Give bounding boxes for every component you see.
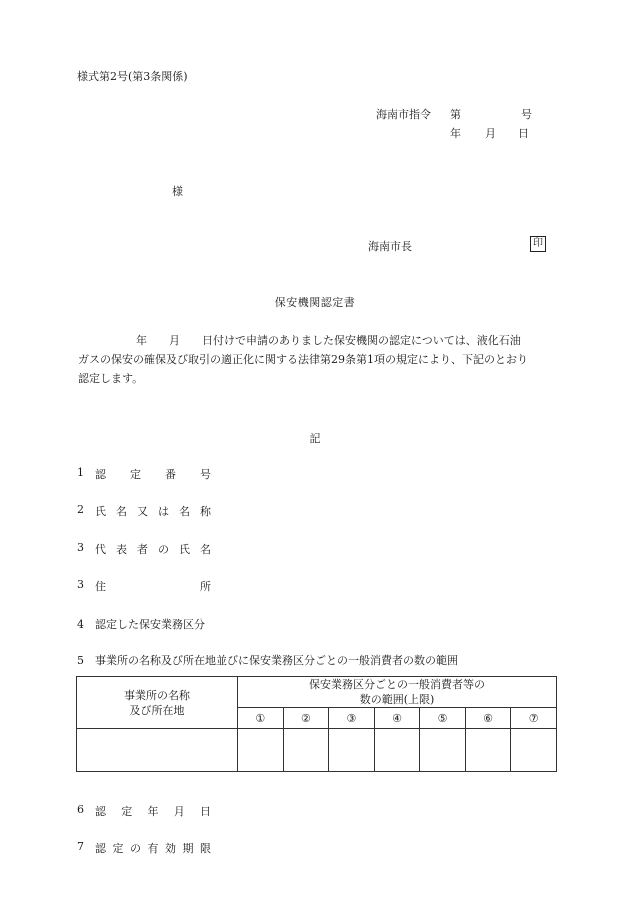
mayor-title: 海南市長 [368,240,412,253]
range-header-line1: 保安業務区分ごとの一般消費者等の [309,678,486,691]
item-cert-date [77,803,211,819]
item-label: 事業所の名称及び所在地並びに保安業務区分ごとの一般消費者の数の範囲 [95,654,458,667]
item-security-category [77,616,205,632]
item-label: 認定した保安業務区分 [95,618,205,631]
item-number: 3 [77,578,84,591]
item-name [77,503,211,519]
body-line3: 認定します。 [78,372,144,385]
item-number: 6 [77,803,84,816]
range-cell [283,729,329,772]
body-line1: 日付けで申請のありました保安機関の認定については、液化石油 [202,334,521,347]
date-year: 年 [450,127,461,140]
range-header-line2: 数の範囲(上限) [359,693,435,706]
seal-stamp-icon: 印 [530,236,546,252]
item-address [77,578,211,594]
item-label: 代表者の氏名 [95,543,211,556]
directive-issuer: 海南市指令 [376,108,431,121]
column-header: ② [283,708,329,729]
body-paragraph [78,331,560,388]
ki-heading: 記 [309,432,321,445]
body-month: 月 [169,334,180,347]
item-office-range [77,652,458,668]
form-number: 様式第2号(第3条関係) [77,70,188,83]
item-cert-number [77,466,211,482]
item-number: 4 [77,618,84,631]
item-label: 認定番号 [95,468,211,481]
item-representative [77,541,211,557]
directive-dai: 第 [450,108,461,121]
item-label: 認定の有効期限 [95,842,211,855]
item-label: 住所 [95,580,211,593]
column-header: ⑥ [465,708,511,729]
consumer-range-table [76,676,557,772]
range-cell [374,729,420,772]
range-cell [420,729,466,772]
item-number: 2 [77,503,84,516]
document-title: 保安機関認定書 [274,296,356,309]
item-validity [77,840,211,856]
body-line2: ガスの保安の確保及び取引の適正化に関する法律第29条第1項の規定により、下記のとおり [78,353,528,366]
column-header: ⑦ [511,708,557,729]
range-cell [238,729,284,772]
column-header: ① [238,708,284,729]
addressee-honorific: 様 [172,185,183,198]
column-header: ③ [329,708,375,729]
directive-go: 号 [521,108,532,121]
item-number: 3 [77,541,84,554]
date-day: 日 [518,127,529,140]
office-header-line1: 事業所の名称 [124,688,191,702]
column-header: ④ [374,708,420,729]
range-cell [329,729,375,772]
office-cell [77,729,238,772]
date-month: 月 [485,127,496,140]
range-cell [511,729,557,772]
item-number: 1 [77,466,84,479]
range-header-cell [238,677,557,708]
office-header-line2: 及び所在地 [129,703,185,717]
column-header: ⑤ [420,708,466,729]
item-number: 5 [77,654,84,667]
item-number: 7 [77,840,84,853]
office-header-cell [77,677,238,729]
item-label: 氏名又は名称 [95,505,211,518]
item-label: 認定年月日 [95,805,211,818]
range-cell [465,729,511,772]
body-year: 年 [136,334,147,347]
